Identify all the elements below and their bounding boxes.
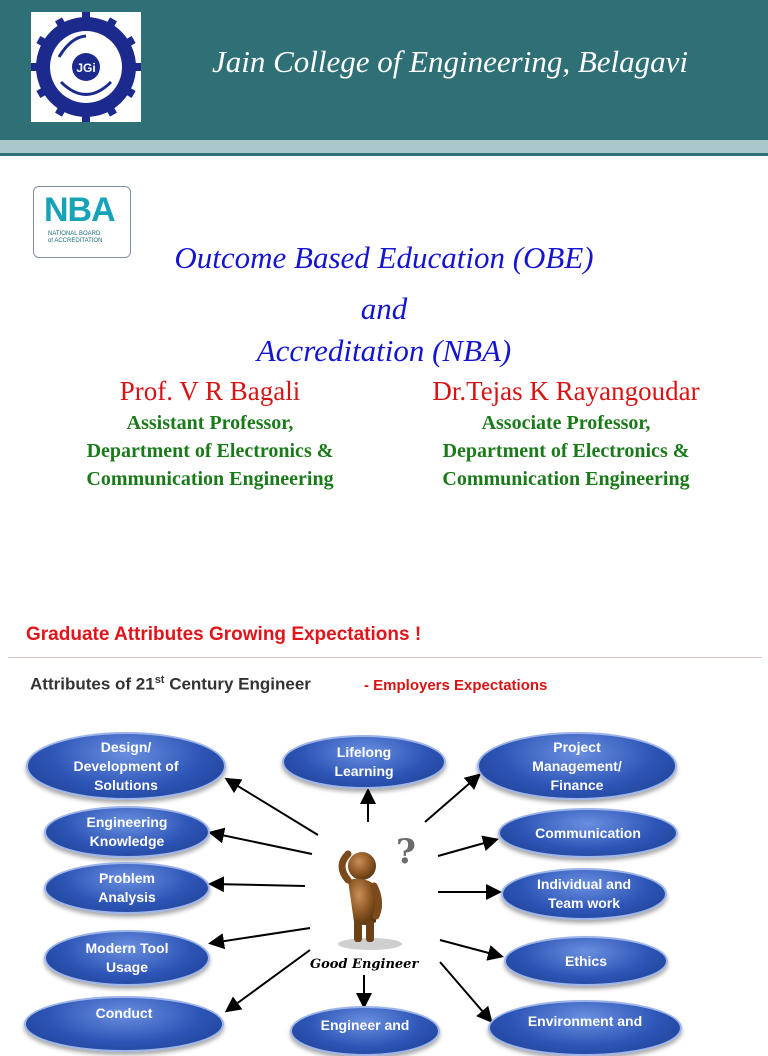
attribute-lifelong-learning xyxy=(282,735,446,789)
attribute-modern-tool-usage xyxy=(44,930,210,986)
employers-expectations: - Employers Expectations xyxy=(364,677,548,694)
nba-caption-line2: of ACCREDITATION xyxy=(48,238,103,244)
attribute-engineering-knowledge xyxy=(44,806,210,858)
college-name: Jain College of Engineering, Belagavi xyxy=(211,44,689,79)
attribute-line: Learning xyxy=(334,763,394,779)
arrow-project xyxy=(425,776,478,822)
arrow-conduct xyxy=(228,950,310,1010)
attribute-line: Individual and xyxy=(536,876,632,892)
attribute-individual-team-work xyxy=(501,868,667,920)
attribute-engineer-society xyxy=(290,1006,440,1056)
arrow-problem xyxy=(212,884,305,886)
attribute-environment xyxy=(488,1000,682,1056)
attribute-line: Communication xyxy=(535,824,641,841)
attribute-ethics xyxy=(504,936,668,986)
author-card-2 xyxy=(386,376,746,493)
attribute-line: Lifelong xyxy=(336,744,392,760)
question-mark-icon: ? xyxy=(396,832,416,872)
attribute-project-management xyxy=(477,732,677,800)
subheading-text: Attributes of 21 xyxy=(30,674,155,694)
title-and: and xyxy=(360,291,408,326)
arrow-environment xyxy=(440,962,490,1020)
author-name: Prof. V R Bagali xyxy=(119,376,301,406)
attributes-subheading xyxy=(30,674,311,695)
attribute-line: Engineering xyxy=(86,814,168,830)
attribute-line: Modern Tool xyxy=(85,940,169,956)
author-role: Assistant Professor, xyxy=(126,412,294,434)
arrow-communication xyxy=(438,840,495,856)
college-logo xyxy=(31,12,141,122)
arrow-modern xyxy=(212,928,310,943)
attribute-design xyxy=(26,732,226,800)
author-card-1 xyxy=(30,376,390,493)
good-engineer-label: Good Engineer xyxy=(310,957,419,972)
attribute-communication xyxy=(498,808,678,858)
arrow-knowledge xyxy=(212,833,312,854)
attribute-line: Solutions xyxy=(94,776,158,793)
author-department-2: Communication Engineering xyxy=(442,468,690,490)
attribute-line: Usage xyxy=(105,959,148,975)
gear-logo-icon xyxy=(31,12,141,122)
attribute-line: Development of xyxy=(73,757,179,774)
graduate-attributes-heading: Graduate Attributes Growing Expectations ! xyxy=(26,624,422,645)
arrow-design xyxy=(228,780,318,835)
title-nba: Accreditation (NBA) xyxy=(256,333,512,368)
attribute-line: Analysis xyxy=(98,889,156,905)
attribute-line: Problem xyxy=(98,870,155,886)
title-obe: Outcome Based Education (OBE) xyxy=(174,240,594,275)
attribute-conduct xyxy=(24,996,224,1052)
attribute-line: Project xyxy=(553,738,601,755)
author-role: Associate Professor, xyxy=(481,412,651,434)
header-stripe-dark xyxy=(0,153,768,156)
attribute-line: Engineer and xyxy=(320,1017,410,1033)
author-department: Department of Electronics & xyxy=(86,440,334,462)
attribute-line: Design/ xyxy=(100,738,152,755)
good-engineer-figure-icon xyxy=(318,836,438,958)
attribute-line: Environment and xyxy=(527,1013,643,1029)
attribute-problem-analysis xyxy=(44,862,210,914)
divider xyxy=(8,657,762,658)
author-name: Dr.Tejas K Rayangoudar xyxy=(432,376,700,406)
logo-center-text: JGi xyxy=(76,61,96,75)
attribute-line: Ethics xyxy=(564,952,607,969)
author-department: Department of Electronics & xyxy=(442,440,690,462)
attribute-line: Management/ xyxy=(532,757,622,774)
header-stripe xyxy=(0,140,768,153)
attribute-line: Knowledge xyxy=(89,833,165,849)
arrow-ethics xyxy=(440,940,500,956)
attribute-line: Conduct xyxy=(95,1005,153,1021)
nba-caption-line1: NATIONAL BOARD xyxy=(48,231,101,237)
attribute-line: Team work xyxy=(547,895,621,911)
author-department-2: Communication Engineering xyxy=(86,468,334,490)
subheading-sup: st xyxy=(154,674,165,686)
subheading-suffix: Century Engineer xyxy=(164,674,311,694)
nba-mark: NBA xyxy=(44,191,115,229)
attribute-line: Finance xyxy=(550,776,604,793)
